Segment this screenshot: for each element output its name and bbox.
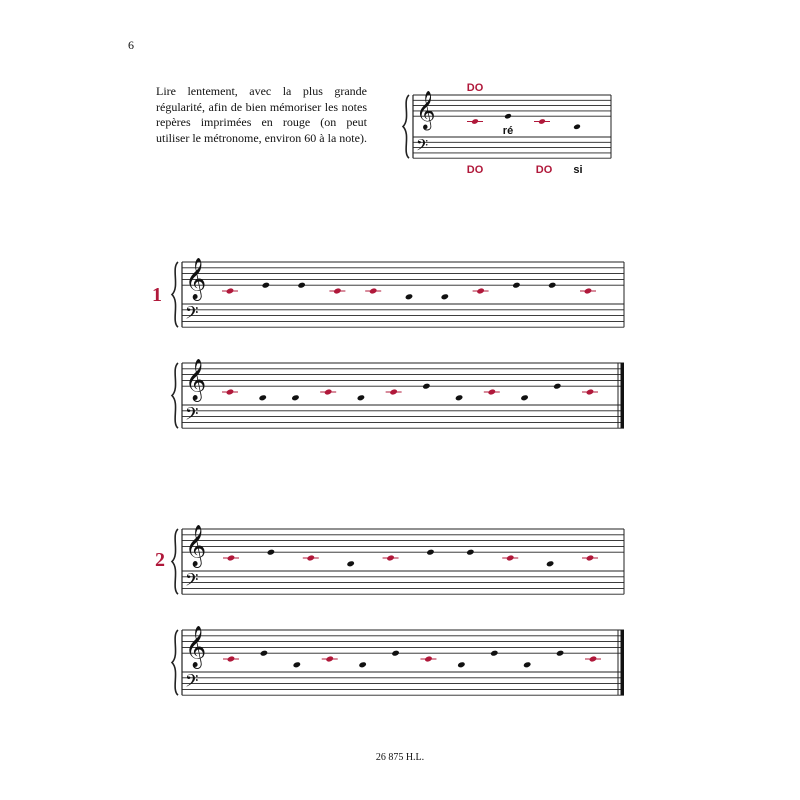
note — [553, 383, 561, 390]
note — [259, 394, 267, 401]
note — [405, 293, 413, 300]
note — [293, 661, 301, 668]
exercise-2-number: 2 — [155, 549, 165, 571]
label-mid-re: ré — [502, 125, 514, 137]
brace — [403, 95, 409, 158]
exercise-1-system-1 — [172, 257, 624, 327]
reference-note — [386, 554, 394, 561]
treble-clef-icon: 𝄞 — [185, 626, 207, 668]
note — [520, 394, 528, 401]
note — [546, 560, 554, 567]
reference-note — [227, 655, 235, 662]
note — [422, 383, 430, 390]
note — [297, 282, 305, 289]
note — [548, 282, 556, 289]
reference-note — [333, 287, 341, 294]
reference-note — [584, 287, 592, 294]
note — [455, 394, 463, 401]
note — [457, 661, 465, 668]
treble-clef-icon: 𝄞 — [416, 89, 436, 129]
reference-note — [488, 388, 496, 395]
note — [357, 394, 365, 401]
brace — [172, 262, 178, 327]
note — [267, 549, 275, 556]
reference-note — [227, 554, 235, 561]
bass-clef-icon: 𝄢 — [185, 569, 199, 594]
note — [466, 549, 474, 556]
reference-note — [586, 388, 594, 395]
exercise-2-system-2 — [172, 625, 624, 695]
note — [262, 282, 270, 289]
treble-clef-icon: 𝄞 — [185, 359, 207, 401]
label-top-do: DO — [466, 82, 484, 94]
exercise-1-system-2 — [172, 358, 624, 428]
reference-note — [369, 287, 377, 294]
note — [426, 549, 434, 556]
bass-clef-icon: 𝄢 — [185, 403, 199, 428]
note — [512, 282, 520, 289]
reference-note — [506, 554, 514, 561]
bass-clef-icon: 𝄢 — [185, 670, 199, 695]
brace — [172, 630, 178, 695]
note — [523, 661, 531, 668]
reference-note — [586, 554, 594, 561]
bass-clef-icon: 𝄢 — [416, 136, 429, 159]
note — [346, 560, 354, 567]
note — [291, 394, 299, 401]
exercise-2-system-1 — [172, 524, 624, 594]
note — [490, 650, 498, 657]
note — [358, 661, 366, 668]
reference-grand-staff — [403, 82, 611, 176]
note — [573, 124, 581, 130]
brace — [172, 529, 178, 594]
reference-note — [589, 655, 597, 662]
note — [441, 293, 449, 300]
reference-note — [471, 118, 479, 124]
label-bottom: DO — [466, 164, 484, 176]
reference-note — [389, 388, 397, 395]
reference-note — [226, 388, 234, 395]
reference-note — [424, 655, 432, 662]
reference-note — [326, 655, 334, 662]
note — [260, 650, 268, 657]
treble-clef-icon: 𝄞 — [185, 525, 207, 567]
reference-note — [476, 287, 484, 294]
final-barline-thick — [621, 363, 625, 428]
note — [504, 113, 512, 119]
final-barline-thick — [621, 630, 625, 695]
label-bottom: si — [573, 164, 583, 176]
reference-note — [324, 388, 332, 395]
bass-clef-icon: 𝄢 — [185, 302, 199, 327]
note — [556, 650, 564, 657]
brace — [172, 363, 178, 428]
reference-note — [307, 554, 315, 561]
reference-note — [538, 118, 546, 124]
note — [391, 650, 399, 657]
label-bottom: DO — [535, 164, 553, 176]
page-number: 6 — [128, 38, 134, 52]
exercise-1-number: 1 — [152, 284, 162, 306]
reference-note — [226, 287, 234, 294]
instructions-text: Lire lentement, avec la plus grande régularité, afin de bien mémoriser les notes repères imprimées en rouge (on peut utiliser le métronome, environ 60 à la note). — [156, 84, 367, 145]
footer-reference: 26 875 H.L. — [375, 752, 425, 763]
treble-clef-icon: 𝄞 — [185, 258, 207, 300]
